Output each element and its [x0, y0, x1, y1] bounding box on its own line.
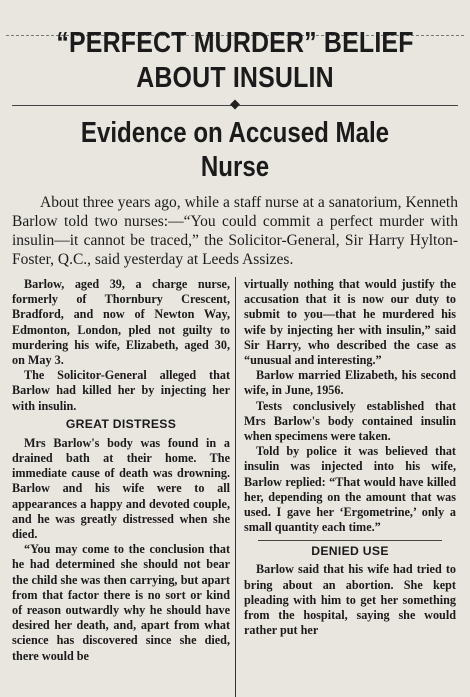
separator-diamond-ornament: [230, 100, 240, 110]
right-paragraph-4: Told by police it was believed that insulin was injected into his wife, Barlow replied: “That would have killed her, depending on the amount that was used. I gave her ‘Ergometrine,’ only a small quantity each time.”: [244, 444, 456, 535]
article-body-columns: [12, 277, 464, 697]
right-paragraph-3: Tests conclusively established that Mrs Barlow's body contained insulin when specimens were taken.: [244, 398, 456, 444]
right-column: [235, 277, 458, 697]
headline-separator: [12, 100, 458, 112]
right-paragraph-5: Barlow said that his wife had tried to bring about an abortion. She kept pleading with him to get her something from the hospital, saying she would rather put her: [244, 562, 456, 638]
right-paragraph-2: Barlow married Elizabeth, his second wife, in June, 1956.: [244, 368, 456, 398]
left-paragraph-1: Barlow, aged 39, a charge nurse, formerly of Thornbury Crescent, Bradford, and now of Newton Way, Edmonton, London, pled not guilty to murdering his wife, Elizabeth, aged 30, on May 3.: [12, 277, 230, 368]
newspaper-clipping: [0, 26, 470, 668]
headline: [38, 26, 432, 96]
left-column: [12, 277, 235, 697]
headline-line-1: “PERFECT MURDER” BELIEF: [56, 27, 414, 59]
section-heading-denied-use: DENIED USE: [258, 540, 442, 559]
left-paragraph-3: Mrs Barlow's body was found in a drained bath at their home. The immediate cause of death was drowning. Barlow and his wife were to all appearances a happy and devoted couple, and he was greatly distressed when she died.: [12, 435, 230, 542]
subheadline: Evidence on Accused Male Nurse: [80, 117, 390, 183]
lead-paragraph: About three years ago, while a staff nurse at a sanatorium, Kenneth Barlow told two nurses:—“You could commit a perfect murder with insulin—it cannot be traced,” the Solicitor-General, Sir Harry Hylton-Foster, Q.C., said yesterday at Leeds Assizes.: [12, 194, 458, 268]
left-paragraph-4: “You may come to the conclusion that he had determined she should not bear the child she was then carrying, but apart from that factor there is no sort or kind of reason outwardly why he should have desired her death, and, apart from what science has discovered since she died, there would be: [12, 542, 230, 663]
headline-line-2: ABOUT INSULIN: [136, 62, 334, 94]
left-paragraph-2: The Solicitor-General alleged that Barlow had killed her by injecting her with insulin.: [12, 368, 230, 413]
section-heading-great-distress: GREAT DISTRESS: [65, 416, 177, 431]
right-paragraph-1: virtually nothing that would justify the accusation that it is now our duty to submit to you—that he murdered his wife by injecting her with insulin,” said Sir Harry, who described the case as “unusual and interesting.”: [244, 277, 456, 368]
